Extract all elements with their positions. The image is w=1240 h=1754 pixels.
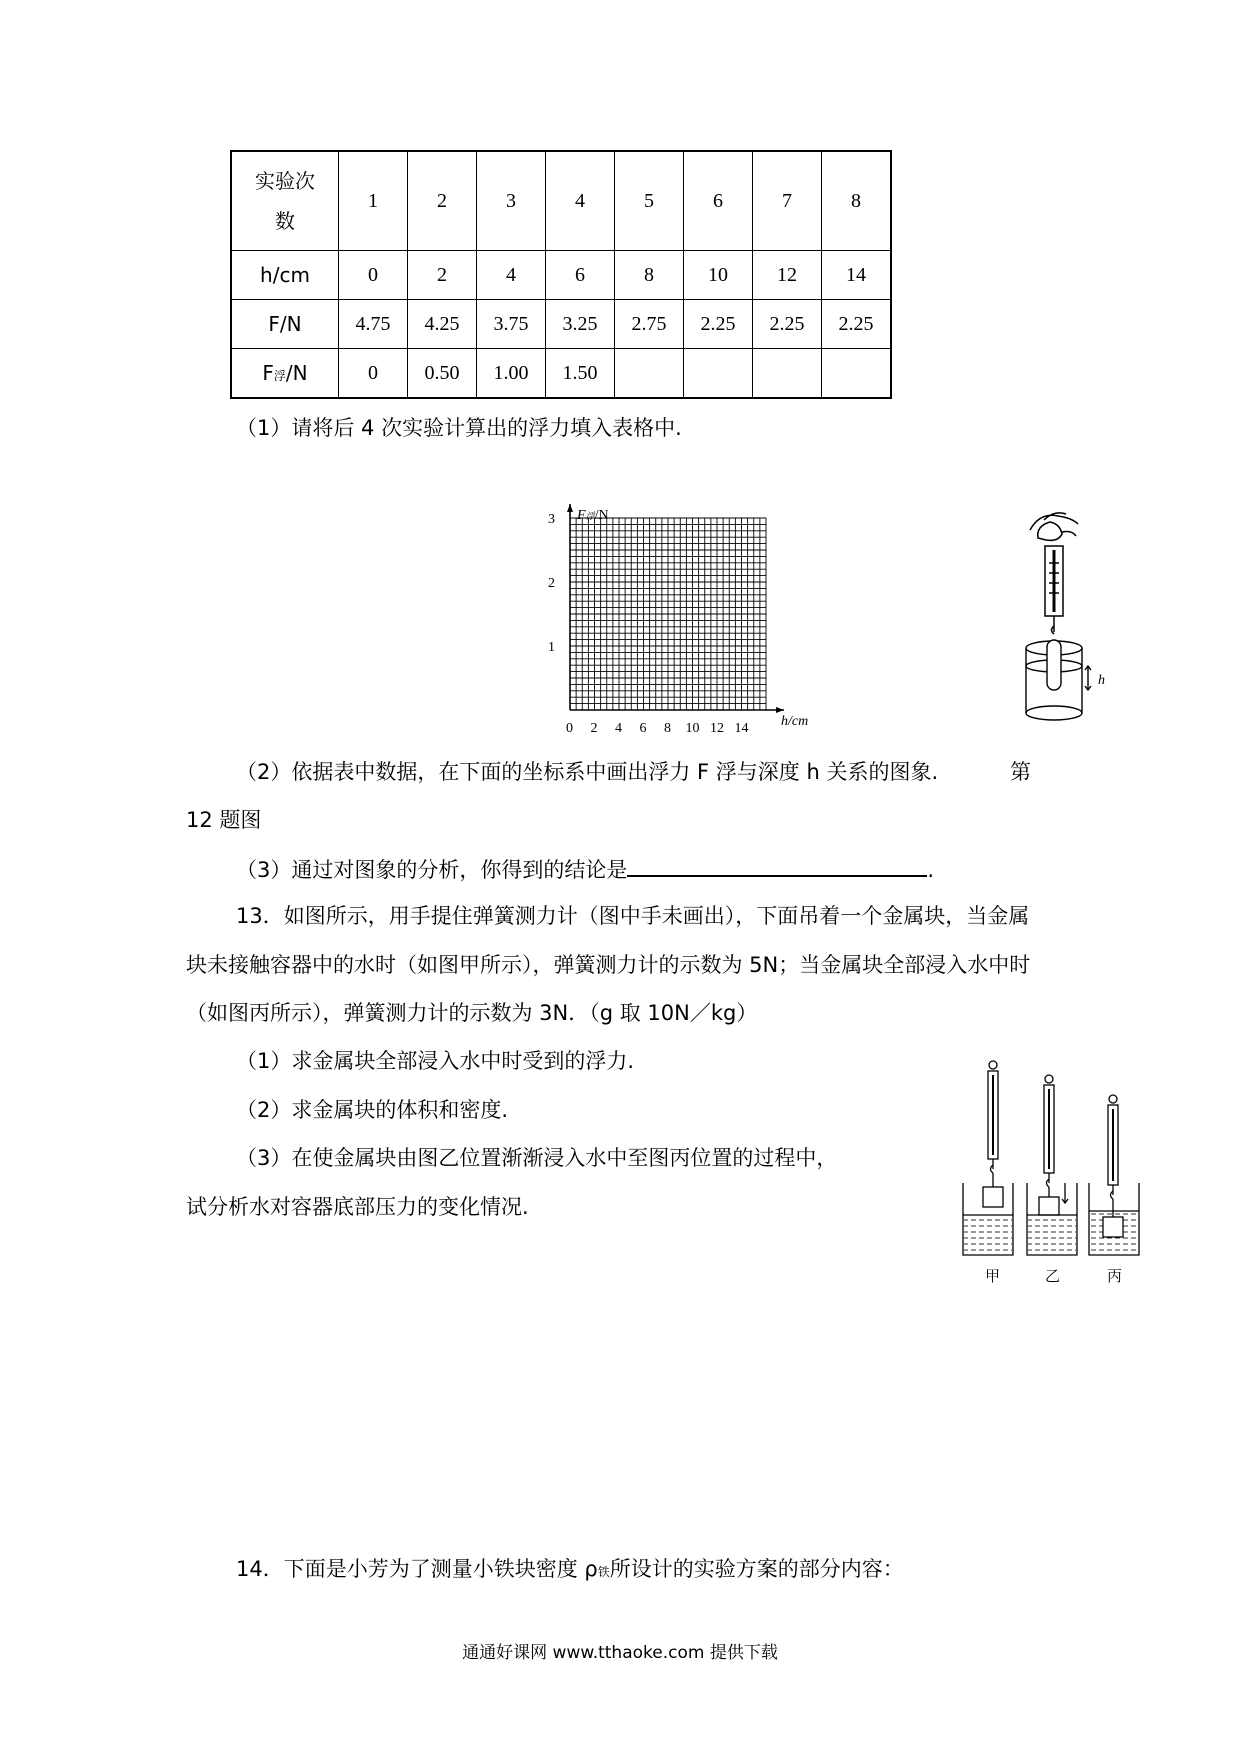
table-cell: 3.25 — [546, 300, 615, 349]
table-cell: 10 — [684, 251, 753, 300]
table-cell: 2 — [408, 151, 477, 251]
table-cell: 0 — [339, 251, 408, 300]
q13-line2: 块未接触容器中的水时（如图甲所示），弹簧测力计的示数为 5N；当金属块全部浸入水中时 — [186, 953, 1031, 977]
row-label: F/N — [231, 300, 339, 349]
q12-apparatus-figure — [1010, 508, 1120, 728]
table-row — [231, 300, 891, 349]
figure-yi — [1027, 1075, 1077, 1255]
table-cell: 8 — [615, 251, 684, 300]
q12-part2-tail: 第 — [1010, 760, 1031, 784]
answer-cell[interactable] — [615, 349, 684, 399]
table-cell: 4.75 — [339, 300, 408, 349]
table-cell: 2 — [408, 251, 477, 300]
y-axis-arrow — [567, 504, 573, 512]
x-tick-label: 4 — [615, 721, 622, 736]
table-cell: 6 — [546, 251, 615, 300]
q13-part1: （1）求金属块全部浸入水中时受到的浮力. — [236, 1049, 635, 1073]
q13-line1: 13．如图所示，用手提住弹簧测力计（图中手未画出），下面吊着一个金属块，当金属 — [236, 904, 1030, 928]
answer-cell[interactable] — [684, 349, 753, 399]
x-tick-label: 12 — [710, 721, 724, 736]
x-axis-arrow — [776, 707, 784, 713]
x-tick-label: 0 — [566, 721, 573, 736]
q12-part2: （2）依据表中数据，在下面的坐标系中画出浮力 F 浮与深度 h 关系的图象. — [236, 760, 939, 784]
x-ticks — [566, 721, 749, 736]
coordinate-grid-chart — [530, 500, 830, 760]
q12-part3: （3）通过对图象的分析，你得到的结论是 . — [236, 853, 934, 885]
grid-lines — [570, 518, 766, 710]
table-cell: 0 — [339, 349, 408, 399]
x-tick-label: 2 — [590, 721, 598, 736]
row-label: F浮/N — [231, 349, 339, 399]
table-cell: 3.75 — [477, 300, 546, 349]
figure-label: 乙 — [1045, 1267, 1061, 1285]
q12-part1: （1）请将后 4 次实验计算出的浮力填入表格中. — [236, 416, 682, 440]
header-cell: 实验次 数 — [231, 151, 339, 251]
y-ticks — [548, 512, 555, 655]
container-icon — [1026, 640, 1091, 720]
table-cell: 4.25 — [408, 300, 477, 349]
answer-cell[interactable] — [822, 349, 892, 399]
row-label: h/cm — [231, 251, 339, 300]
table-cell: 1 — [339, 151, 408, 251]
q13-figure — [955, 1055, 1145, 1295]
table-cell: 2.75 — [615, 300, 684, 349]
figure-label: 丙 — [1107, 1267, 1123, 1285]
y-tick-label: 3 — [548, 512, 555, 527]
spring-scale-icon — [1045, 546, 1063, 634]
table-cell: 2.25 — [822, 300, 892, 349]
table-cell: 2.25 — [753, 300, 822, 349]
table-cell: 0.50 — [408, 349, 477, 399]
q13-line3: （如图丙所示），弹簧测力计的示数为 3N．（g 取 10N／kg） — [186, 1001, 758, 1025]
hand-icon — [1030, 513, 1078, 541]
figure-label: 甲 — [985, 1267, 1001, 1285]
x-tick-label: 14 — [734, 721, 749, 736]
y-tick-label: 2 — [548, 576, 555, 591]
table-cell: 7 — [753, 151, 822, 251]
table-row — [231, 349, 891, 399]
q13-part3a: （3）在使金属块由图乙位置渐渐浸入水中至图丙位置的过程中， — [236, 1146, 838, 1170]
q13-part2: （2）求金属块的体积和密度. — [236, 1098, 509, 1122]
table-row — [231, 151, 891, 251]
q13-part3b: 试分析水对容器底部压力的变化情况. — [186, 1195, 529, 1219]
y-axis-label: F浮/N — [577, 508, 609, 523]
table-cell: 14 — [822, 251, 892, 300]
x-tick-label: 8 — [664, 721, 671, 736]
page-footer: 通通好课网 www.tthaoke.com 提供下载 — [462, 1643, 778, 1663]
q14-text: 14．下面是小芳为了测量小铁块密度 ρ铁所设计的实验方案的部分内容： — [236, 1557, 904, 1581]
table-cell: 5 — [615, 151, 684, 251]
table-cell: 8 — [822, 151, 892, 251]
y-tick-label: 1 — [548, 640, 555, 655]
x-tick-label: 6 — [639, 721, 647, 736]
x-axis-label: h/cm — [781, 714, 809, 729]
x-tick-label: 10 — [685, 721, 700, 736]
table-cell: 12 — [753, 251, 822, 300]
axes — [567, 504, 784, 713]
figure-bing — [1089, 1095, 1139, 1255]
depth-label: h — [1098, 673, 1105, 688]
answer-cell[interactable] — [753, 349, 822, 399]
figure-jia — [963, 1061, 1013, 1255]
table-cell: 2.25 — [684, 300, 753, 349]
table-cell: 3 — [477, 151, 546, 251]
table-cell: 6 — [684, 151, 753, 251]
table-cell: 4 — [546, 151, 615, 251]
table-row — [231, 251, 891, 300]
q12-part2-line2: 12 题图 — [186, 808, 262, 832]
answer-blank[interactable] — [627, 853, 927, 877]
data-table — [230, 150, 892, 399]
table-cell: 1.50 — [546, 349, 615, 399]
table-cell: 4 — [477, 251, 546, 300]
table-cell: 1.00 — [477, 349, 546, 399]
